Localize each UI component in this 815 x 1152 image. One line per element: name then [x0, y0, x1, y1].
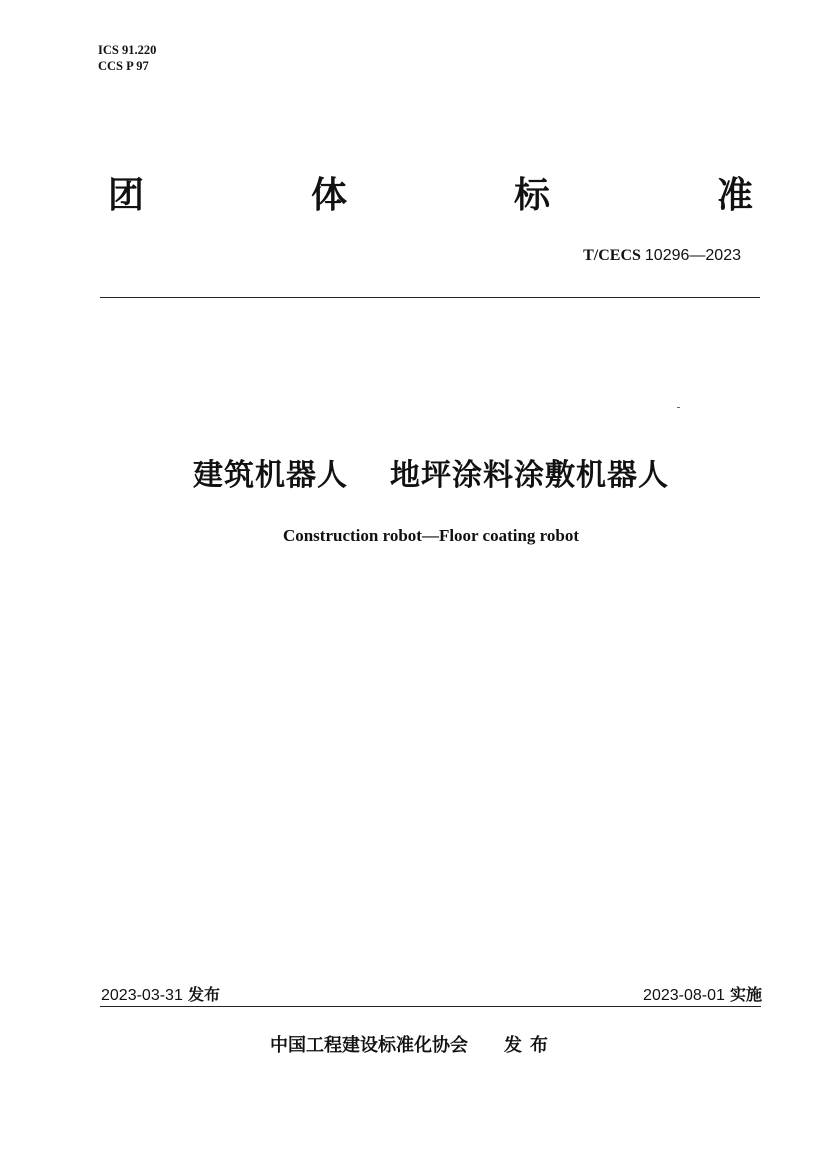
category-char-3: 标 — [513, 175, 550, 216]
issue-date-line — [101, 982, 220, 1005]
classification-codes — [98, 42, 156, 74]
ccs-code: CCS P 97 — [98, 59, 149, 73]
category-char-2: 体 — [310, 175, 347, 216]
top-divider — [100, 297, 760, 298]
standard-number-value: 10296—2023 — [644, 247, 741, 264]
publisher-verb: 发布 — [504, 1035, 556, 1056]
issue-label: 发布 — [187, 985, 220, 1004]
standard-number — [583, 247, 741, 265]
title-chinese-part1: 建筑机器人 — [193, 458, 348, 493]
implementation-date-line — [643, 982, 762, 1005]
standard-number-prefix: T/CECS — [583, 247, 641, 264]
category-char-4: 准 — [716, 175, 753, 216]
publisher-line — [270, 1031, 556, 1057]
standard-category-heading — [108, 168, 753, 224]
publisher-name: 中国工程建设标准化协会 — [270, 1035, 468, 1056]
bottom-divider — [100, 1006, 761, 1007]
issue-date: 2023-03-31 — [101, 987, 183, 1004]
title-english: Construction robot—Floor coating robot — [282, 526, 580, 545]
title-chinese — [0, 450, 815, 494]
implementation-date: 2023-08-01 — [643, 987, 725, 1004]
implementation-label: 实施 — [729, 985, 762, 1004]
title-chinese-part2: 地坪涂料涂敷机器人 — [390, 458, 669, 493]
category-char-1: 团 — [108, 175, 145, 216]
scan-speck — [677, 407, 680, 408]
ics-code: ICS 91.220 — [98, 43, 157, 57]
